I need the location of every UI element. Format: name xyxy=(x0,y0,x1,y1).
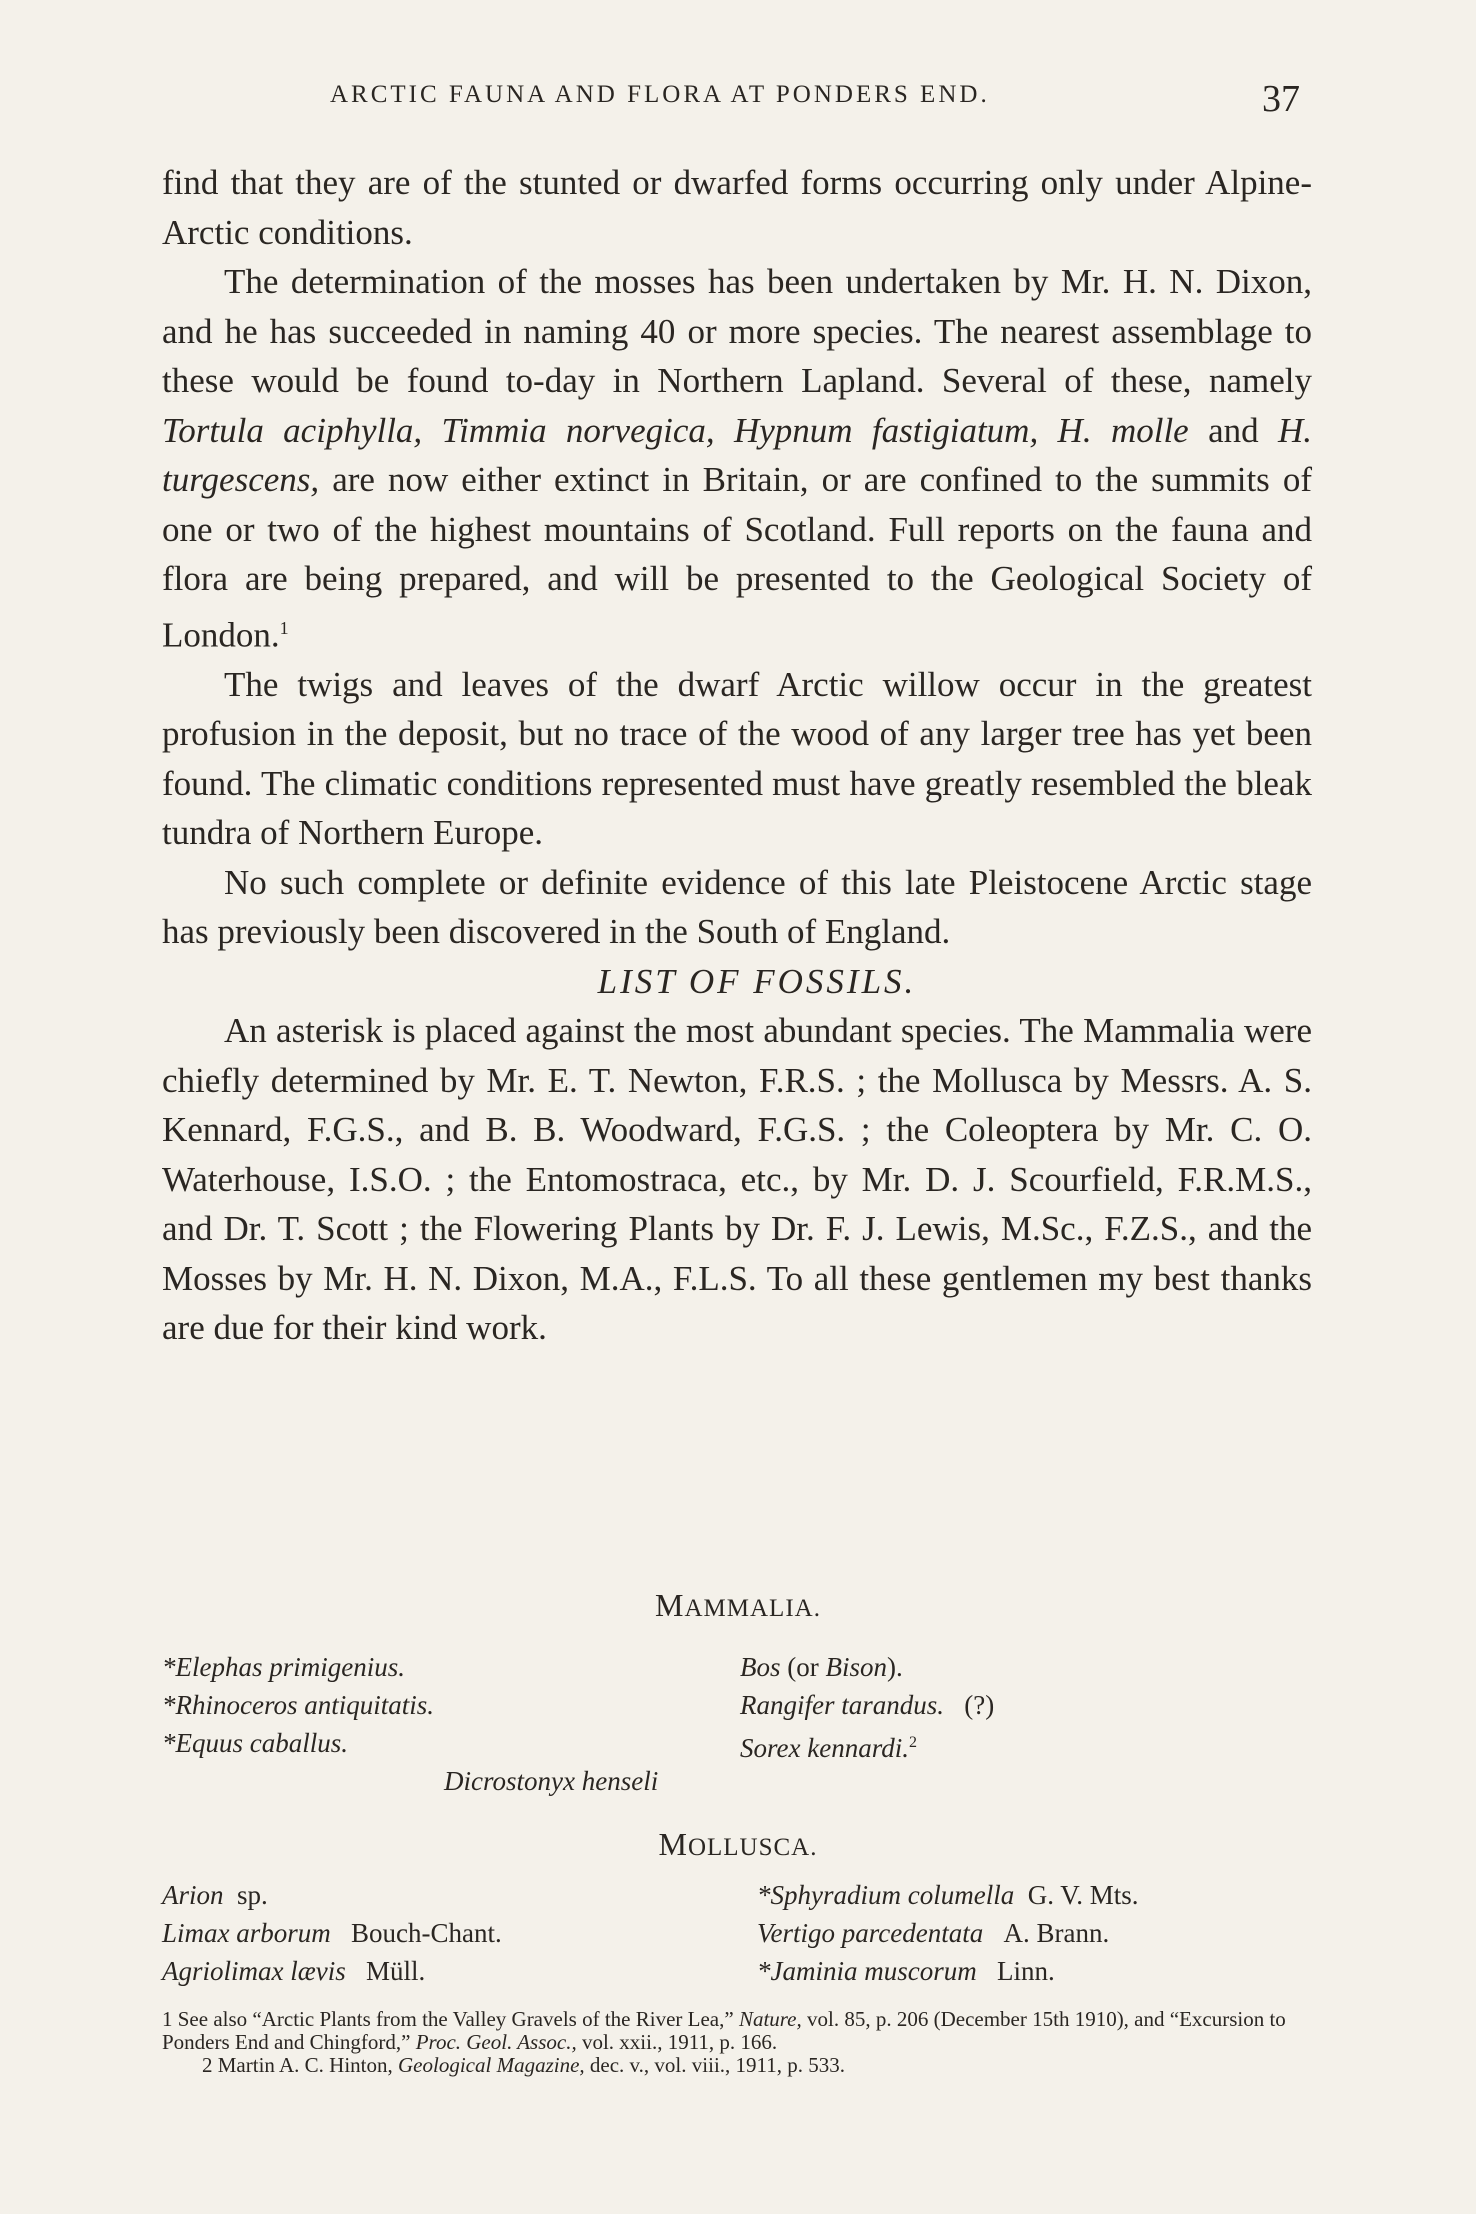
mollusca-left-list xyxy=(162,1876,502,1990)
species-item: *Equus caballus. xyxy=(162,1728,348,1758)
paragraph-willow: The twigs and leaves of the dwarf Arctic willow occur in the greatest profusion in the deposit, but no trace of the wood of any larger tree has yet been found. The climatic conditions represented must have greatly resembled the bleak tundra of Northern Europe. xyxy=(162,664,1312,853)
paragraph-continuation: find that they are of the stunted or dwarfed forms occurring only under Alpine-Arctic conditions. xyxy=(162,163,1312,252)
text-run: are now either extinct in Britain, or are confined to the summits of one or two of the highest mountains of Scotland. Full reports on the fauna and flora are being prepared, and will be presented to the Geological Society of London. xyxy=(162,460,1312,655)
footnote-2: 2 Martin A. C. Hinton, Geological Magazine, dec. v., vol. viii., 1911, p. 533. xyxy=(202,2053,845,2077)
footnotes xyxy=(162,2008,1312,2077)
species-item: Sorex kennardi.$^2$ xyxy=(740,1733,917,1763)
species-names: Tortula aciphylla, Timmia norvegica, Hypnum fastigiatum, H. molle xyxy=(162,410,1189,450)
species-item: *Sphyradium columella G. V. Mts. xyxy=(757,1880,1139,1910)
footnote-ref: 1 xyxy=(279,617,289,638)
text-run: and xyxy=(1188,410,1278,450)
species-item: Rangifer tarandus. (?) xyxy=(740,1690,995,1720)
species-name: H. turgescens, xyxy=(162,410,1312,499)
running-title: ARCTIC FAUNA AND FLORA AT PONDERS END. xyxy=(330,81,990,108)
text-run: The determination of the mosses has been undertaken by Mr. H. N. Dixon, and he has succeeded in naming 40 or more species. The nearest assemblage to these would be found to-day in Northern Lapland. Several of these, namely xyxy=(162,262,1312,400)
mollusca-right-list xyxy=(757,1876,1139,1990)
species-item: *Rhinoceros antiquitatis. xyxy=(162,1690,434,1720)
body-text xyxy=(162,158,1312,1353)
mammalia-right-list xyxy=(740,1648,994,1767)
list-title: LIST OF FOSSILS. xyxy=(597,961,917,1001)
paragraph-mosses xyxy=(162,257,1312,660)
species-item: Arion sp. xyxy=(162,1880,268,1910)
page-number: 37 xyxy=(1262,78,1300,120)
running-head xyxy=(0,75,1476,125)
species-item: Limax arborum Bouch-Chant. xyxy=(162,1918,502,1948)
species-item: Agriolimax lævis Müll. xyxy=(162,1956,426,1986)
species-item: Bos (or Bison). xyxy=(740,1652,903,1682)
footnote-ref: 2 xyxy=(908,1734,917,1751)
mammalia-heading: MAMMALIA. xyxy=(655,1587,821,1623)
species-item: Vertigo parcedentata A. Brann. xyxy=(757,1918,1110,1948)
species-item-center: Dicrostonyx henseli xyxy=(444,1766,659,1796)
species-item: *Elephas primigenius. xyxy=(162,1652,405,1682)
species-item: *Jaminia muscorum Linn. xyxy=(757,1956,1055,1986)
paragraph-pleistocene: No such complete or definite evidence of this late Pleistocene Arctic stage has previously been discovered in the South of England. xyxy=(162,862,1312,952)
mammalia-left-list xyxy=(162,1648,434,1762)
paragraph-acknowledgements: An asterisk is placed against the most abundant species. The Mammalia were chiefly determined by Mr. E. T. Newton, F.R.S. ; the Mollusca by Messrs. A. S. Kennard, F.G.S., and B. B. Woodward, F.G.S. ; the Coleoptera by Mr. C. O. Waterhouse, I.S.O. ; the Entomostraca, etc., by Mr. D. J. Scourfield, F.R.M.S., and Dr. T. Scott ; the Flowering Plants by Dr. F. J. Lewis, M.Sc., F.Z.S., and the Mosses by Mr. H. N. Dixon, M.A., F.L.S. To all these gentlemen my best thanks are due for their kind work. xyxy=(162,1011,1312,1348)
footnote-1: 1 See also “Arctic Plants from the Valley Gravels of the River Lea,” Nature, vol. 85, p. 206 (December 15th 1910), and “Excursion to Ponders End and Chingford,” Proc. Geol. Assoc., vol. xxii., 1911, p. 166. xyxy=(162,2007,1286,2054)
mollusca-heading: MOLLUSCA. xyxy=(658,1826,818,1862)
